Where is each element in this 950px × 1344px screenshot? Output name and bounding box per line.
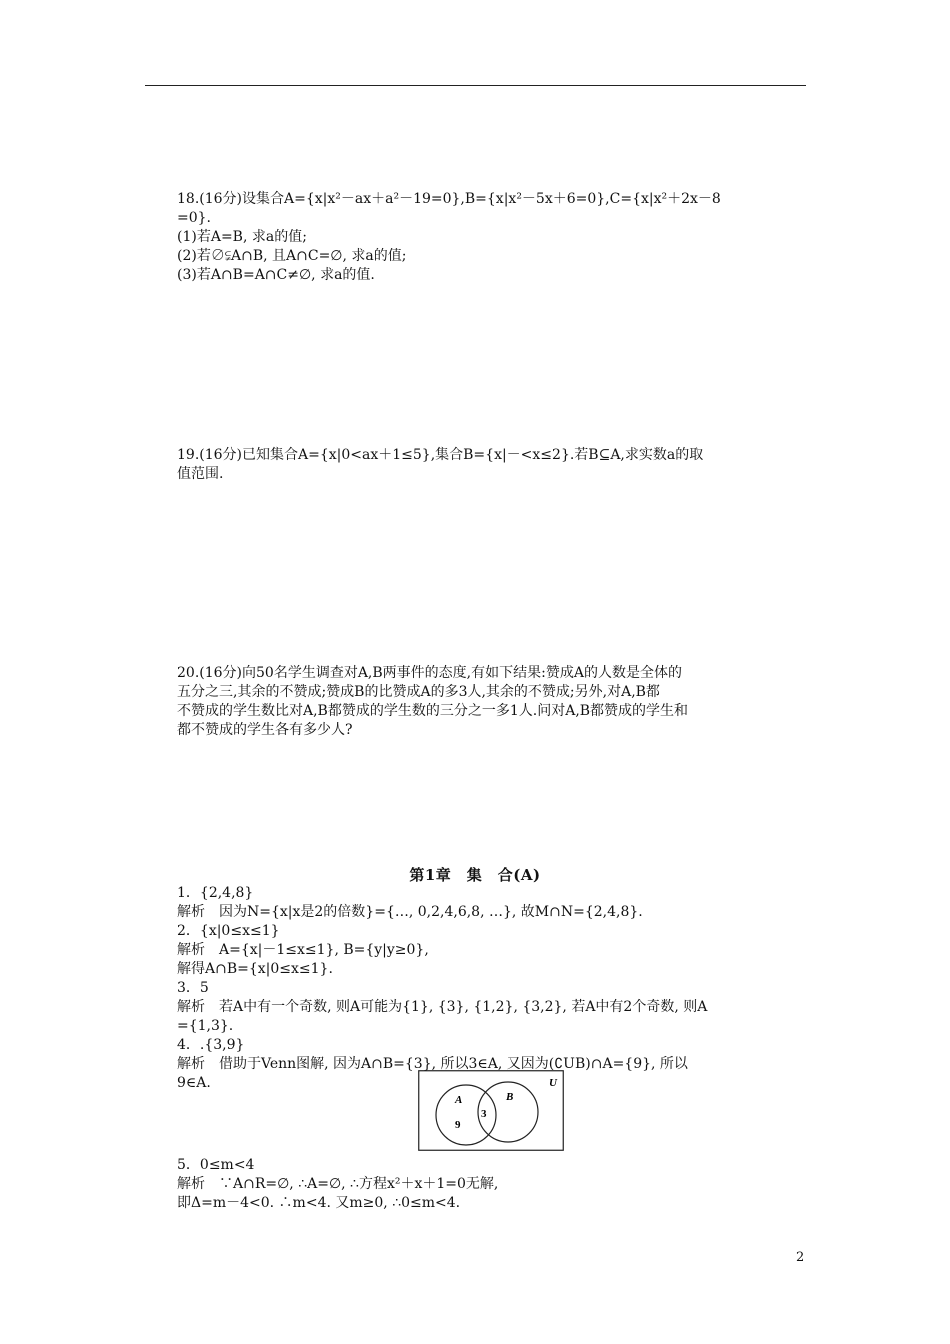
- text-line: =0}.: [177, 210, 211, 226]
- answers-chapter-title: 第1章 集 合(A): [409, 866, 541, 884]
- text-line: 解析 A={x|－1≤x≤1}, B={y|y≥0},: [177, 942, 429, 958]
- answers-part-2: [177, 1156, 807, 1213]
- venn-intersection-value: 3: [481, 1108, 487, 1120]
- text-line: 解得A∩B={x|0≤x≤1}.: [177, 961, 333, 977]
- text-line: 解析 ∵A∩R=∅, ∴A=∅, ∴方程x²＋x＋1=0无解,: [177, 1176, 499, 1192]
- text-line: 值范围.: [177, 466, 224, 482]
- text-line: 解析 因为N={x|x是2的倍数}={…, 0,2,4,6,8, …}, 故M∩N={2,4,8}.: [177, 904, 643, 920]
- venn-universe-box: [419, 1071, 564, 1151]
- problem-18: [177, 190, 807, 285]
- text-line: 解析 借助于Venn图解, 因为A∩B={3}, 所以3∈A, 又因为(∁UB)∩A={9}, 所以: [177, 1056, 688, 1072]
- venn-set-a-circle: [436, 1085, 496, 1145]
- text-line: 2．{x|0≤x≤1}: [177, 923, 280, 939]
- text-line: 1．{2,4,8}: [177, 885, 254, 901]
- text-line: 都不赞成的学生各有多少人?: [177, 722, 353, 738]
- text-line: 5．0≤m<4: [177, 1157, 255, 1173]
- venn-set-b-label: B: [506, 1091, 514, 1103]
- page-number: 2: [796, 1250, 805, 1265]
- venn-set-a-label: A: [455, 1094, 463, 1106]
- text-line: 五分之三,其余的不赞成;赞成B的比赞成A的多3人,其余的不赞成;另外,对A,B都: [177, 684, 660, 700]
- header-rule: [145, 85, 806, 86]
- text-line: 即Δ=m－4<0. ∴m<4. 又m≥0, ∴0≤m<4.: [177, 1195, 461, 1211]
- text-line: 解析 若A中有一个奇数, 则A可能为{1}, {3}, {1,2}, {3,2}, 若A中有2个奇数, 则A: [177, 999, 708, 1015]
- text-line: 19.(16分)已知集合A={x|0<ax＋1≤5},集合B={x|－<x≤2}.若B⊆A,求实数a的取: [177, 447, 704, 463]
- problem-20: [177, 664, 807, 740]
- text-line: 20.(16分)向50名学生调查对A,B两事件的态度,有如下结果:赞成A的人数是全体的: [177, 665, 682, 681]
- answers-part-1: [177, 884, 807, 1093]
- venn-a-only-value: 9: [455, 1119, 461, 1131]
- text-line: 3．5: [177, 980, 209, 996]
- text-line: ={1,3}.: [177, 1018, 234, 1034]
- text-line: 不赞成的学生数比对A,B都赞成的学生数的三分之一多1人.问对A,B都赞成的学生和: [177, 703, 689, 719]
- venn-universe-label: U: [549, 1077, 557, 1089]
- text-line: 4．.{3,9}: [177, 1037, 245, 1053]
- problem-19: [177, 446, 807, 484]
- text-line: (2)若∅⫋A∩B, 且A∩C=∅, 求a的值;: [177, 248, 407, 264]
- venn-diagram: [418, 1070, 564, 1151]
- text-line: (1)若A=B, 求a的值;: [177, 229, 307, 245]
- text-line: (3)若A∩B=A∩C≠∅, 求a的值.: [177, 267, 375, 283]
- text-line: 9∈A.: [177, 1075, 211, 1091]
- text-line: 18.(16分)设集合A={x|x²－ax＋a²－19=0},B={x|x²－5x＋6=0},C={x|x²＋2x－8: [177, 191, 721, 207]
